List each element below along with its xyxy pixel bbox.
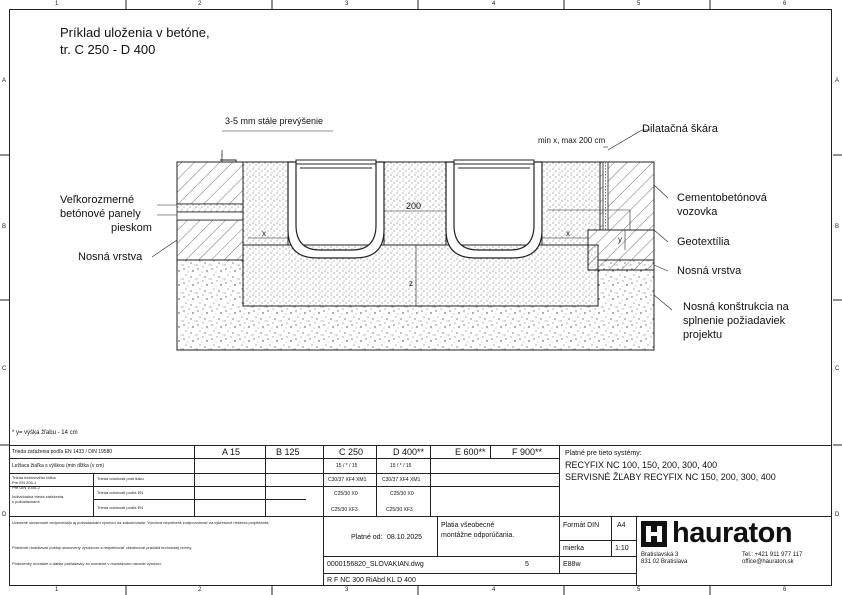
panels-label-3: pieskom bbox=[111, 222, 152, 234]
class-e600: E 600** bbox=[455, 447, 486, 457]
valid-from-date: 08.10.2025 bbox=[387, 534, 423, 541]
valid-from-label: Platné od: bbox=[351, 534, 383, 541]
systems-line1: RECYFIX NC 100, 150, 200, 300, 400 bbox=[565, 460, 718, 470]
row1-d400: 15 / * / 15 bbox=[390, 463, 412, 469]
row1-label: Ležiaca žiaľka s výškou (min dĺžka (v cm) bbox=[12, 463, 105, 469]
load-class-header: Trieda zaťaženia podľa EN 1433 / DIN 19580 bbox=[12, 449, 113, 455]
geotextile-label: Geotextília bbox=[677, 236, 730, 248]
row2-label-1: Trieda betónového lôžka bbox=[12, 475, 56, 480]
hauraton-logo-icon bbox=[641, 521, 667, 547]
general-1: Platia všeobecné bbox=[441, 522, 495, 529]
row2a-c250: C30/37 XF4 XM1 bbox=[328, 477, 367, 483]
class-b125: B 125 bbox=[276, 447, 300, 457]
dim-x-left: x bbox=[262, 229, 266, 238]
load-layer-left-label: Nosná vrstva bbox=[78, 251, 143, 263]
format-label: Formát DIN bbox=[563, 522, 600, 529]
load-layer-right-label: Nosná vrstva bbox=[677, 265, 742, 277]
row3a-label: Trieda odolnosti podľa EN bbox=[97, 490, 144, 495]
elevation-label: 3-5 mm stále prevýšenie bbox=[225, 116, 324, 126]
sheet-number: 5 bbox=[525, 561, 529, 568]
note-1: Uvedené skúsenosti zodpovedajú aj požiadavkám výrobcu na zabudovanie. Výrobca nepreberá zodpovednosť za výkresové riešenia projektanta. bbox=[12, 520, 270, 525]
row3-label-2: s požiadavkami bbox=[12, 499, 40, 504]
row2-label-3: Pre DIN 1045-2 bbox=[12, 485, 40, 490]
dim-x-right: x bbox=[566, 229, 570, 238]
file-name: 0000156820_SLOVAKIAN.dwg bbox=[327, 561, 424, 568]
drawing-number: R F NC 300 RiAbd KL D 400 bbox=[327, 577, 416, 584]
dim-z: z bbox=[409, 279, 413, 288]
row3a-d400: C25/30 X0 bbox=[390, 491, 414, 497]
row2a-d400: C30/37 XF4 XM1 bbox=[382, 477, 421, 483]
company-email: office@hauraton.sk bbox=[742, 559, 794, 565]
joint-dim-label: min x, max 200 cm bbox=[538, 136, 606, 145]
drawing-title-line2: tr. C 250 - D 400 bbox=[60, 42, 156, 57]
construction-label-1: Nosná konštrukcia na bbox=[683, 301, 789, 313]
valid-for: Platné pre tieto systémy: bbox=[565, 450, 642, 457]
dim-200: 200 bbox=[406, 201, 422, 211]
class-d400: D 400** bbox=[393, 447, 425, 457]
construction-label-3: projektu bbox=[683, 329, 723, 341]
panels-label-1: Veľkorozmerné bbox=[60, 194, 135, 206]
scale-label: mierka bbox=[563, 545, 585, 552]
class-c250: C 250 bbox=[339, 447, 364, 457]
concrete-label-1: Cementobetónová bbox=[677, 192, 767, 204]
concrete-label-2: vozovka bbox=[677, 206, 718, 218]
company-name: hauraton bbox=[672, 517, 793, 549]
row3a-c250: C25/30 X0 bbox=[334, 491, 358, 497]
company-address-1: Bratislavská 3 bbox=[641, 552, 679, 558]
row3b-d400: C25/30 XF3 bbox=[386, 507, 413, 513]
row3b-c250: C25/30 XF3 bbox=[331, 507, 358, 513]
joint-label: Dilatačná škára bbox=[642, 123, 718, 135]
general-2: montážne odporúčania. bbox=[441, 532, 515, 539]
company-address-2: 831 02 Bratislava bbox=[641, 559, 688, 565]
row2a-label: Trieda odolnosti proti tlaku bbox=[97, 476, 144, 481]
doc-code: E88w bbox=[563, 561, 581, 568]
systems-line2: SERVISNÉ ŽĽABY RECYFIX NC 150, 200, 300, 400 bbox=[565, 472, 776, 482]
row3-label-1: Individuálna trieda zaťaženia bbox=[12, 494, 64, 499]
dim-y: y bbox=[618, 235, 622, 244]
scale-value: 1:10 bbox=[615, 545, 629, 552]
company-phone: Tel.: +421 911 977 117 bbox=[742, 552, 803, 558]
drawing-title-line1: Príklad uloženia v betóne, bbox=[60, 25, 210, 40]
construction-label-2: splnenie požiadaviek bbox=[683, 315, 786, 327]
class-a15: A 15 bbox=[222, 447, 241, 457]
note-2: Potrebné dodržiavať postup stanovený výrobcom a rešpektovať všeobecné pravidlá technickej normy. bbox=[12, 545, 193, 550]
format-value: A4 bbox=[617, 522, 626, 529]
note-3: Podmienky montáže a ďalšie požiadavky sú uvedené v montážnom návode výrobcu. bbox=[12, 561, 162, 566]
panels-label-2: betónové panely bbox=[60, 208, 141, 220]
row1-c250: 15 / * / 15 bbox=[336, 463, 358, 469]
footnote: * y= výška žľabu - 14 cm bbox=[12, 430, 78, 436]
row3b-label: Trieda odolnosti podľa EN bbox=[97, 505, 144, 510]
class-f900: F 900** bbox=[512, 447, 543, 457]
row2-label-2: Pre EN 206-1 bbox=[12, 480, 37, 485]
